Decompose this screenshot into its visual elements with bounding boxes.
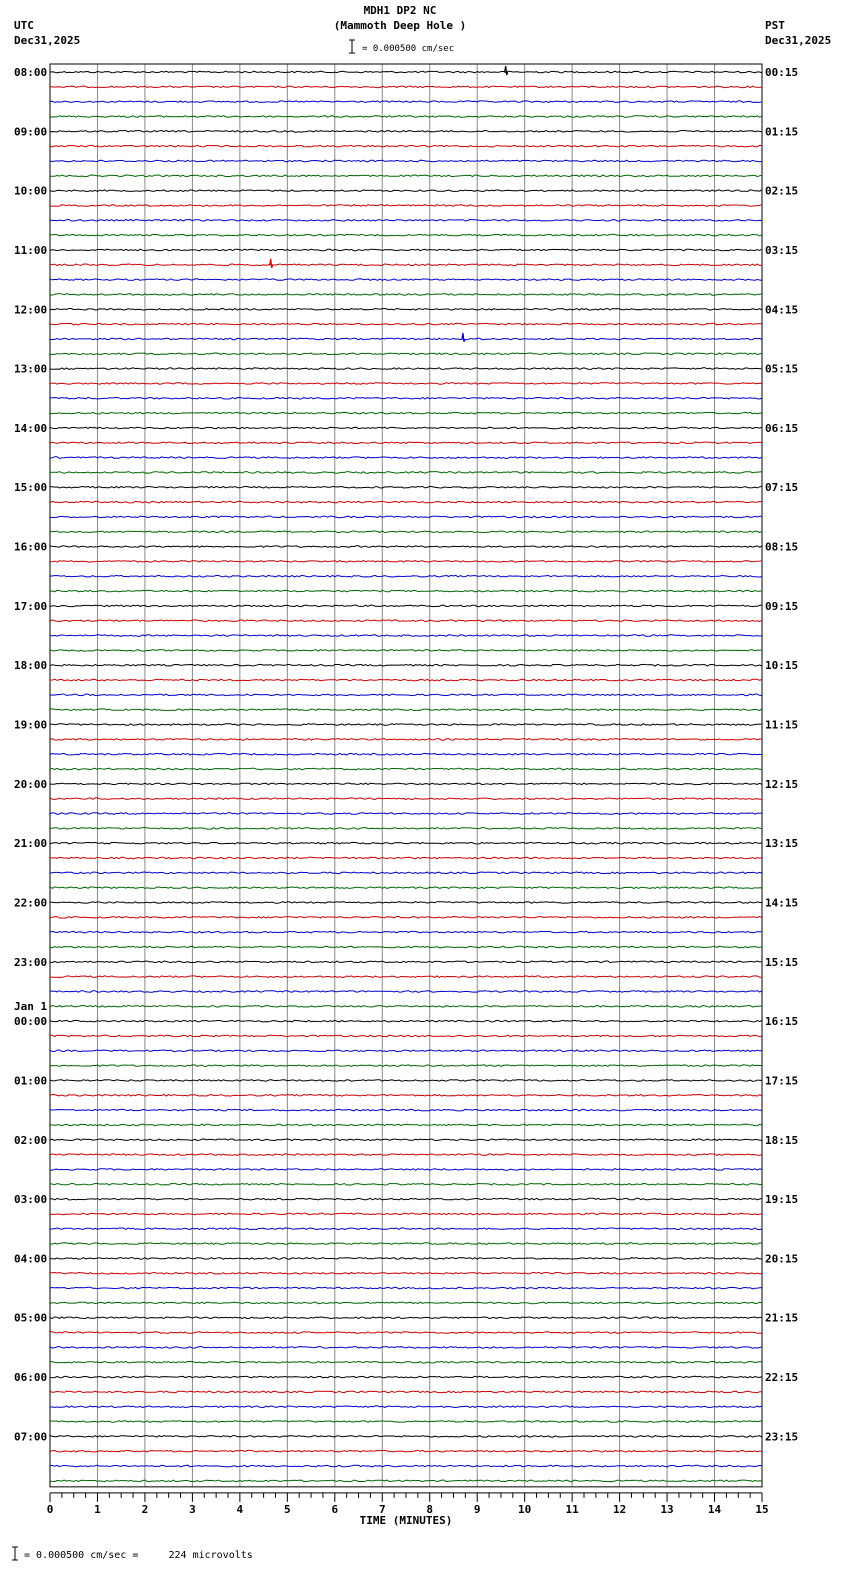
seismic-trace	[50, 427, 762, 429]
seismic-trace	[50, 1020, 762, 1022]
utc-hour-label: 17:00	[14, 599, 48, 613]
utc-hour-label: 01:00	[14, 1074, 48, 1088]
seismic-trace	[50, 86, 762, 88]
utc-hour-label: 08:00	[14, 66, 48, 79]
seismic-trace	[50, 160, 762, 162]
seismic-trace	[50, 620, 762, 622]
seismic-trace	[50, 768, 762, 770]
seismic-trace	[50, 917, 762, 919]
seismic-trace	[50, 724, 762, 726]
utc-hour-label: 11:00	[14, 243, 48, 257]
seismic-trace	[50, 1050, 762, 1052]
utc-hour-label: 10:00	[14, 184, 48, 198]
pst-hour-label: 02:15	[765, 184, 799, 198]
pst-hour-label: 09:15	[765, 599, 799, 613]
scale-bar-footer-icon	[12, 1547, 18, 1560]
seismic-trace	[50, 1347, 762, 1349]
seismic-trace	[50, 1213, 762, 1215]
seismic-trace	[50, 1361, 762, 1363]
seismic-trace	[50, 783, 762, 785]
seismic-trace	[50, 546, 762, 548]
x-tick-label: 13	[660, 1502, 674, 1516]
event-spike	[462, 333, 465, 342]
utc-hour-label: 13:00	[14, 362, 48, 376]
seismic-trace	[50, 1450, 762, 1452]
pst-hour-label: 22:15	[765, 1371, 799, 1385]
x-tick-label: 12	[612, 1502, 627, 1516]
seismic-trace	[50, 323, 762, 325]
seismic-trace	[50, 872, 762, 874]
utc-hour-label: 06:00	[14, 1371, 48, 1385]
x-tick-label: 8	[426, 1502, 434, 1516]
seismic-trace	[50, 946, 762, 948]
utc-hour-label: 04:00	[14, 1252, 48, 1266]
pst-hour-label: 17:15	[765, 1074, 799, 1088]
trace-group	[50, 66, 762, 1482]
seismic-trace	[50, 1272, 762, 1274]
footer-scale-note: = 0.000500 cm/sec = 224 microvolts	[24, 1550, 253, 1561]
seismic-trace	[50, 709, 762, 711]
seismic-trace	[50, 694, 762, 696]
x-tick-label: 9	[473, 1502, 481, 1516]
pst-hour-label: 12:15	[765, 777, 799, 791]
seismic-trace	[50, 1109, 762, 1111]
seismic-trace	[50, 650, 762, 652]
utc-hour-label: 00:00	[14, 1015, 48, 1029]
seismic-trace	[50, 398, 762, 400]
seismic-trace	[50, 442, 762, 444]
pst-hour-label: 11:15	[765, 718, 799, 732]
x-tick-label: 11	[565, 1502, 579, 1516]
seismic-trace	[50, 531, 762, 533]
seismic-trace	[50, 205, 762, 207]
seismic-trace	[50, 116, 762, 118]
x-tick-label: 1	[94, 1502, 101, 1516]
seismic-trace	[50, 309, 762, 311]
seismic-trace	[50, 264, 762, 266]
seismic-trace	[50, 753, 762, 755]
pst-hour-label: 16:15	[765, 1015, 799, 1029]
seismic-trace	[50, 664, 762, 666]
utc-hour-label: 15:00	[14, 481, 48, 495]
utc-hour-label: 09:00	[14, 125, 48, 139]
utc-hour-label: 12:00	[14, 303, 48, 317]
x-tick-label: 10	[518, 1502, 532, 1516]
pst-hour-label: 21:15	[765, 1311, 799, 1325]
seismic-trace	[50, 1376, 762, 1378]
seismic-trace	[50, 1287, 762, 1289]
event-spike	[270, 259, 273, 268]
x-tick-label: 14	[707, 1502, 722, 1516]
utc-hour-label: 03:00	[14, 1193, 48, 1207]
seismic-trace	[50, 294, 762, 296]
pst-hour-label: 00:15	[765, 66, 799, 79]
utc-hour-label: 14:00	[14, 421, 48, 435]
utc-hour-label: 19:00	[14, 718, 48, 732]
seismic-trace	[50, 813, 762, 815]
scale-text: = 0.000500 cm/sec	[362, 44, 455, 54]
seismic-trace	[50, 516, 762, 518]
event-spike	[505, 66, 508, 75]
seismic-trace	[50, 991, 762, 993]
seismic-trace	[50, 71, 762, 73]
utc-hour-label: 22:00	[14, 896, 48, 910]
seismic-trace	[50, 575, 762, 577]
pst-hour-label: 23:15	[765, 1430, 799, 1444]
pst-hour-label: 03:15	[765, 243, 799, 257]
seismic-trace	[50, 1258, 762, 1260]
seismic-trace	[50, 1332, 762, 1334]
seismic-trace	[50, 353, 762, 355]
right-date: Dec31,2025	[765, 34, 832, 47]
x-tick-label: 4	[236, 1502, 244, 1516]
x-tick-label: 0	[46, 1502, 54, 1516]
x-tick-label: 2	[141, 1502, 149, 1516]
seismic-trace	[50, 1095, 762, 1097]
x-tick-label: 7	[378, 1502, 386, 1516]
seismic-trace	[50, 190, 762, 192]
seismic-trace	[50, 1391, 762, 1393]
seismic-trace	[50, 1465, 762, 1467]
seismic-trace	[50, 175, 762, 177]
pst-hour-label: 08:15	[765, 540, 799, 554]
seismic-trace	[50, 931, 762, 933]
seismic-trace	[50, 1480, 762, 1482]
seismic-trace	[50, 1228, 762, 1230]
x-tick-label: 15	[755, 1502, 769, 1516]
seismic-trace	[50, 472, 762, 474]
seismic-trace	[50, 249, 762, 251]
utc-hour-label: 21:00	[14, 837, 48, 851]
seismic-trace	[50, 1184, 762, 1186]
x-axis-title: TIME (MINUTES)	[359, 1513, 453, 1527]
seismic-trace	[50, 1243, 762, 1245]
seismic-trace	[50, 1302, 762, 1304]
seismic-trace	[50, 220, 762, 222]
utc-hour-label: 23:00	[14, 955, 48, 969]
pst-hour-label: 10:15	[765, 659, 799, 673]
right-timezone: PST	[765, 19, 785, 32]
pst-hour-label: 01:15	[765, 125, 799, 139]
seismic-trace	[50, 279, 762, 281]
seismic-trace	[50, 145, 762, 147]
seismic-trace	[50, 457, 762, 459]
seismic-trace	[50, 234, 762, 236]
seismic-trace	[50, 1436, 762, 1438]
seismic-trace	[50, 679, 762, 681]
seismic-trace	[50, 412, 762, 414]
seismic-trace	[50, 976, 762, 978]
utc-hour-label: 20:00	[14, 777, 48, 791]
seismic-trace	[50, 561, 762, 563]
seismic-trace	[50, 1080, 762, 1082]
pst-hour-label: 20:15	[765, 1252, 799, 1266]
seismic-trace	[50, 828, 762, 830]
seismic-trace	[50, 590, 762, 592]
utc-hour-label: 18:00	[14, 659, 48, 673]
seismic-trace	[50, 635, 762, 637]
seismic-trace	[50, 1035, 762, 1037]
station-subtitle: (Mammoth Deep Hole )	[333, 19, 467, 32]
seismic-trace	[50, 902, 762, 904]
pst-hour-label: 15:15	[765, 955, 799, 969]
pst-hour-label: 05:15	[765, 362, 799, 376]
seismic-trace	[50, 798, 762, 800]
seismic-trace	[50, 1406, 762, 1408]
seismic-trace	[50, 1169, 762, 1171]
seismic-trace	[50, 486, 762, 488]
pst-hour-label: 18:15	[765, 1133, 799, 1147]
x-tick-label: 6	[331, 1502, 339, 1516]
pst-hour-label: 19:15	[765, 1193, 799, 1207]
left-timezone: UTC	[14, 19, 34, 32]
pst-hour-label: 13:15	[765, 837, 799, 851]
seismic-trace	[50, 842, 762, 844]
seismic-trace	[50, 857, 762, 859]
utc-hour-label: 02:00	[14, 1133, 48, 1147]
seismic-trace	[50, 501, 762, 503]
seismic-trace	[50, 887, 762, 889]
seismic-trace	[50, 101, 762, 103]
seismic-trace	[50, 1065, 762, 1067]
utc-hour-label: 16:00	[14, 540, 48, 554]
seismic-trace	[50, 739, 762, 741]
seismic-trace	[50, 338, 762, 340]
pst-hour-label: 14:15	[765, 896, 799, 910]
x-tick-label: 3	[189, 1502, 196, 1516]
pst-hour-label: 04:15	[765, 303, 799, 317]
seismic-trace	[50, 1124, 762, 1126]
time-axis	[47, 1493, 769, 1527]
seismic-trace	[50, 368, 762, 370]
left-date: Dec31,2025	[14, 34, 81, 47]
utc-date-change-label: Jan 1	[14, 1000, 48, 1014]
seismic-trace	[50, 1006, 762, 1008]
seismic-trace	[50, 1154, 762, 1156]
pst-hour-label: 07:15	[765, 481, 799, 495]
station-title: MDH1 DP2 NC	[363, 4, 437, 17]
seismic-trace	[50, 131, 762, 133]
x-tick-label: 5	[284, 1502, 291, 1516]
utc-hour-label: 07:00	[14, 1430, 48, 1444]
seismic-trace	[50, 1317, 762, 1319]
seismic-trace	[50, 383, 762, 385]
seismic-trace	[50, 1139, 762, 1141]
scale-bar-icon	[349, 40, 355, 53]
pst-hour-label: 06:15	[765, 421, 799, 435]
seismic-trace	[50, 961, 762, 963]
utc-hour-label: 05:00	[14, 1311, 48, 1325]
seismic-trace	[50, 605, 762, 607]
seismic-trace	[50, 1421, 762, 1423]
seismic-trace	[50, 1198, 762, 1200]
